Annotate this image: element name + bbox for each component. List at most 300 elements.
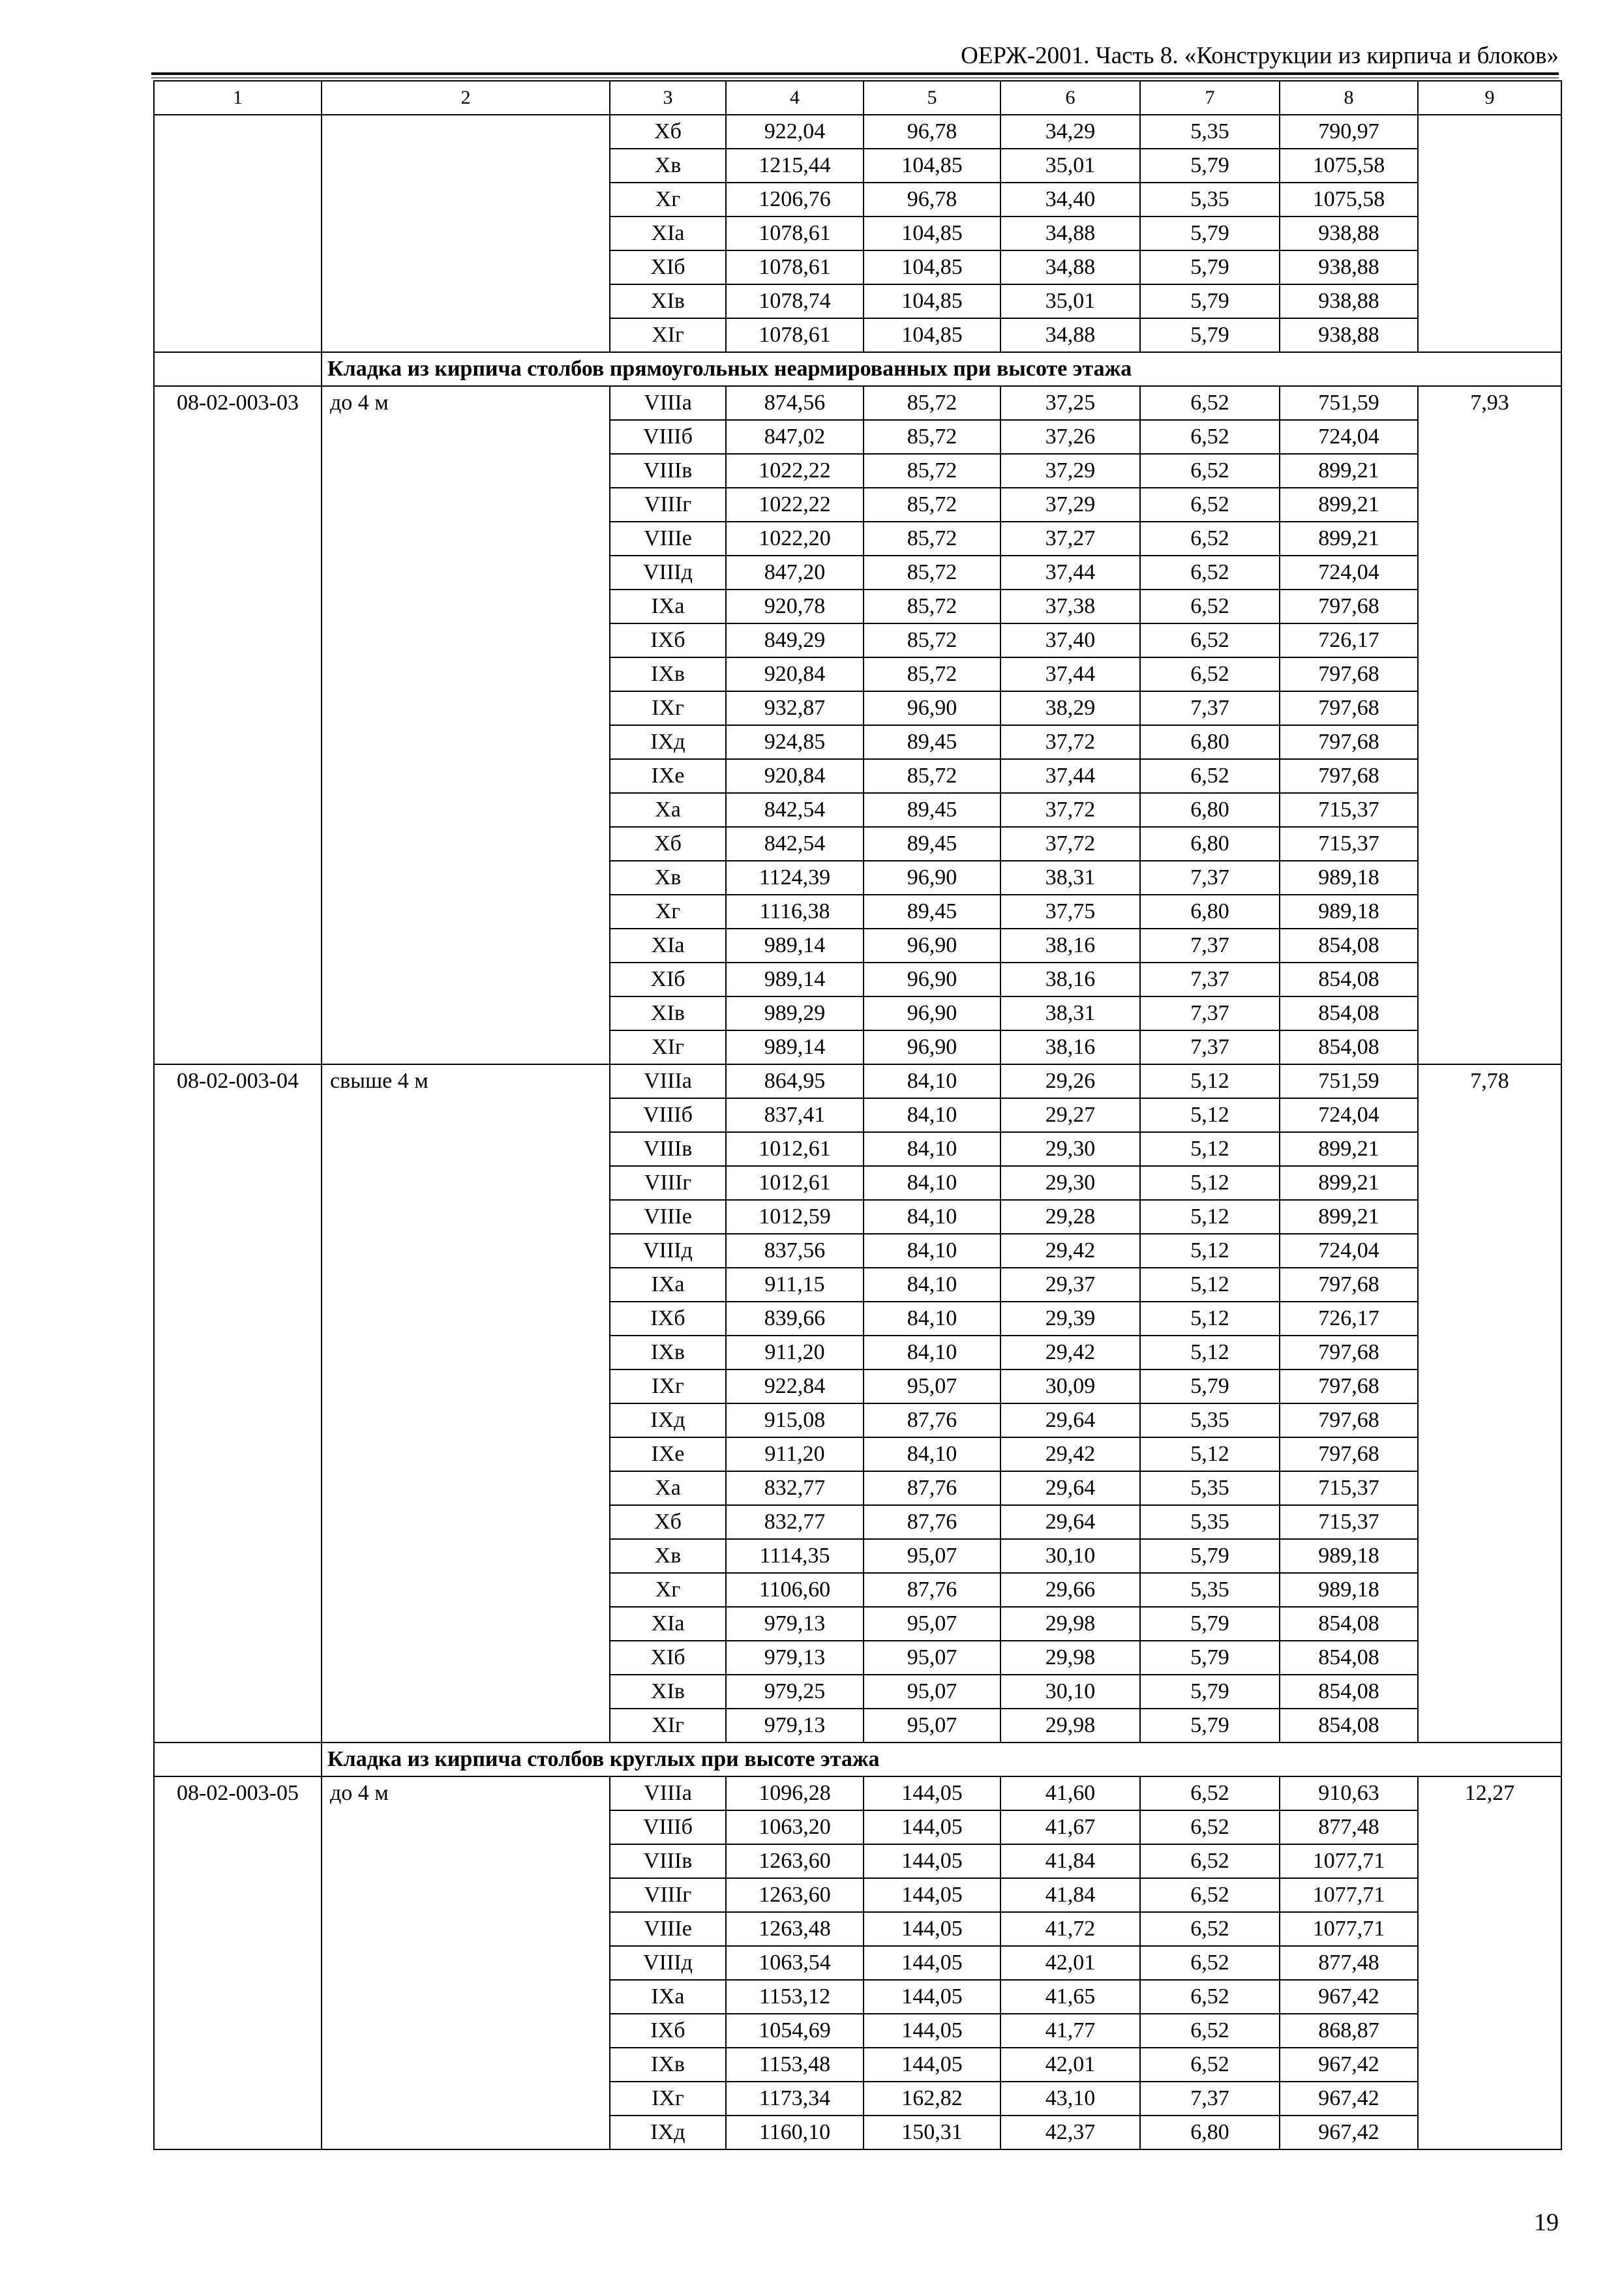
material-cost: 715,37 — [1280, 827, 1418, 861]
zone-class: IXв — [610, 2048, 726, 2082]
column-number: 5 — [864, 81, 1000, 115]
labor-cost: 104,85 — [864, 284, 1000, 318]
total-cost: 1022,20 — [726, 522, 864, 556]
material-cost: 989,18 — [1280, 895, 1418, 929]
labor-cost: 87,76 — [864, 1471, 1000, 1505]
machine-labor-cost: 6,52 — [1140, 657, 1280, 691]
machine-cost: 35,01 — [1000, 284, 1140, 318]
material-cost: 854,08 — [1280, 1030, 1418, 1064]
zone-class: IXб — [610, 2014, 726, 2048]
zone-class: VIIIa — [610, 1064, 726, 1098]
page-number: 19 — [1534, 2209, 1559, 2236]
machine-labor-cost: 5,79 — [1140, 1675, 1280, 1709]
machine-cost: 29,98 — [1000, 1607, 1140, 1641]
machine-labor-cost: 5,12 — [1140, 1166, 1280, 1200]
machine-labor-cost: 6,52 — [1140, 1912, 1280, 1946]
labor-cost: 96,90 — [864, 929, 1000, 963]
machine-cost: 37,72 — [1000, 793, 1140, 827]
material-cost: 854,08 — [1280, 1675, 1418, 1709]
machine-cost: 37,72 — [1000, 725, 1140, 759]
total-cost: 1054,69 — [726, 2014, 864, 2048]
zone-class: VIIIг — [610, 1166, 726, 1200]
material-cost: 854,08 — [1280, 963, 1418, 996]
machine-labor-cost: 6,52 — [1140, 1878, 1280, 1912]
labor-cost: 144,05 — [864, 1912, 1000, 1946]
machine-cost: 38,31 — [1000, 996, 1140, 1030]
machine-labor-cost: 5,79 — [1140, 217, 1280, 250]
zone-class: XIв — [610, 1675, 726, 1709]
machine-labor-cost: 6,52 — [1140, 1980, 1280, 2014]
material-cost: 967,42 — [1280, 1980, 1418, 2014]
zone-class: Xб — [610, 827, 726, 861]
material-cost: 797,68 — [1280, 691, 1418, 725]
machine-cost: 41,84 — [1000, 1844, 1140, 1878]
machine-labor-cost: 6,52 — [1140, 2048, 1280, 2082]
labor-cost: 104,85 — [864, 250, 1000, 284]
total-cost: 1063,20 — [726, 1810, 864, 1844]
total-cost: 979,13 — [726, 1607, 864, 1641]
material-cost: 1077,71 — [1280, 1912, 1418, 1946]
labor-cost: 84,10 — [864, 1200, 1000, 1234]
material-cost: 854,08 — [1280, 1641, 1418, 1675]
total-cost: 864,95 — [726, 1064, 864, 1098]
zone-class: XIб — [610, 963, 726, 996]
machine-cost: 41,67 — [1000, 1810, 1140, 1844]
zone-class: VIIIд — [610, 556, 726, 590]
machine-cost: 41,65 — [1000, 1980, 1140, 2014]
table-row — [154, 386, 1561, 420]
total-cost: 1078,61 — [726, 318, 864, 352]
total-cost: 847,02 — [726, 420, 864, 454]
machine-labor-cost: 6,52 — [1140, 1844, 1280, 1878]
total-cost: 1078,74 — [726, 284, 864, 318]
material-cost: 868,87 — [1280, 2014, 1418, 2048]
column-number: 6 — [1000, 81, 1140, 115]
labor-cost: 89,45 — [864, 895, 1000, 929]
column-number: 4 — [726, 81, 864, 115]
labor-hours: 12,27 — [1418, 1776, 1561, 2149]
labor-cost: 84,10 — [864, 1234, 1000, 1268]
machine-cost: 42,01 — [1000, 1946, 1140, 1980]
section-heading-row — [154, 352, 1561, 386]
machine-cost: 37,44 — [1000, 657, 1140, 691]
zone-class: VIIIa — [610, 1776, 726, 1810]
labor-cost: 150,31 — [864, 2116, 1000, 2149]
machine-labor-cost: 6,52 — [1140, 1776, 1280, 1810]
material-cost: 797,68 — [1280, 1403, 1418, 1437]
zone-class: Xв — [610, 1539, 726, 1573]
labor-cost: 162,82 — [864, 2082, 1000, 2116]
total-cost: 989,14 — [726, 929, 864, 963]
total-cost: 911,15 — [726, 1268, 864, 1302]
machine-labor-cost: 5,35 — [1140, 1471, 1280, 1505]
machine-labor-cost: 5,79 — [1140, 1709, 1280, 1743]
total-cost: 849,29 — [726, 623, 864, 657]
rate-code — [154, 115, 322, 352]
machine-cost: 42,37 — [1000, 2116, 1140, 2149]
machine-labor-cost: 5,35 — [1140, 1573, 1280, 1607]
machine-cost: 29,64 — [1000, 1403, 1140, 1437]
machine-labor-cost: 7,37 — [1140, 996, 1280, 1030]
total-cost: 932,87 — [726, 691, 864, 725]
zone-class: VIIIд — [610, 1946, 726, 1980]
table-row — [154, 1776, 1561, 1810]
zone-class: IXг — [610, 691, 726, 725]
machine-labor-cost: 5,12 — [1140, 1268, 1280, 1302]
column-number: 3 — [610, 81, 726, 115]
zone-class: IXб — [610, 623, 726, 657]
total-cost: 1022,22 — [726, 454, 864, 488]
zone-class: VIIIa — [610, 386, 726, 420]
machine-cost: 37,72 — [1000, 827, 1140, 861]
machine-labor-cost: 5,79 — [1140, 1641, 1280, 1675]
total-cost: 1012,61 — [726, 1132, 864, 1166]
machine-labor-cost: 6,52 — [1140, 623, 1280, 657]
labor-cost: 84,10 — [864, 1098, 1000, 1132]
material-cost: 854,08 — [1280, 1709, 1418, 1743]
total-cost: 989,14 — [726, 1030, 864, 1064]
zone-class: Xв — [610, 149, 726, 183]
machine-labor-cost: 5,12 — [1140, 1437, 1280, 1471]
material-cost: 899,21 — [1280, 1166, 1418, 1200]
section-spacer — [154, 1743, 322, 1776]
zone-class: IXa — [610, 1980, 726, 2014]
material-cost: 751,59 — [1280, 1064, 1418, 1098]
machine-labor-cost: 5,12 — [1140, 1098, 1280, 1132]
machine-labor-cost: 7,37 — [1140, 691, 1280, 725]
zone-class: VIIIe — [610, 1912, 726, 1946]
material-cost: 1077,71 — [1280, 1878, 1418, 1912]
section-title: Кладка из кирпича столбов прямоугольных неармированных при высоте этажа — [322, 352, 1561, 386]
table-row — [154, 1064, 1561, 1098]
material-cost: 899,21 — [1280, 1200, 1418, 1234]
labor-cost: 85,72 — [864, 522, 1000, 556]
machine-cost: 29,37 — [1000, 1268, 1140, 1302]
machine-cost: 34,88 — [1000, 217, 1140, 250]
material-cost: 724,04 — [1280, 420, 1418, 454]
labor-cost: 144,05 — [864, 1878, 1000, 1912]
labor-cost: 96,90 — [864, 996, 1000, 1030]
labor-cost: 89,45 — [864, 827, 1000, 861]
total-cost: 874,56 — [726, 386, 864, 420]
machine-labor-cost: 6,80 — [1140, 793, 1280, 827]
labor-cost: 104,85 — [864, 217, 1000, 250]
material-cost: 989,18 — [1280, 1539, 1418, 1573]
total-cost: 1173,34 — [726, 2082, 864, 2116]
labor-cost: 96,90 — [864, 963, 1000, 996]
zone-class: IXe — [610, 1437, 726, 1471]
zone-class: XIв — [610, 284, 726, 318]
material-cost: 989,18 — [1280, 1573, 1418, 1607]
machine-cost: 42,01 — [1000, 2048, 1140, 2082]
labor-cost: 85,72 — [864, 454, 1000, 488]
labor-cost: 85,72 — [864, 420, 1000, 454]
labor-cost: 85,72 — [864, 556, 1000, 590]
machine-labor-cost: 5,79 — [1140, 1539, 1280, 1573]
labor-cost: 144,05 — [864, 1844, 1000, 1878]
machine-cost: 29,64 — [1000, 1471, 1140, 1505]
labor-cost: 96,90 — [864, 861, 1000, 895]
zone-class: Xб — [610, 115, 726, 149]
labor-cost: 89,45 — [864, 793, 1000, 827]
total-cost: 922,84 — [726, 1369, 864, 1403]
total-cost: 837,56 — [726, 1234, 864, 1268]
total-cost: 911,20 — [726, 1336, 864, 1369]
labor-cost: 96,90 — [864, 1030, 1000, 1064]
machine-cost: 41,84 — [1000, 1878, 1140, 1912]
material-cost: 1075,58 — [1280, 149, 1418, 183]
labor-cost: 84,10 — [864, 1302, 1000, 1336]
zone-class: IXг — [610, 1369, 726, 1403]
machine-labor-cost: 5,35 — [1140, 115, 1280, 149]
total-cost: 1153,12 — [726, 1980, 864, 2014]
labor-cost: 87,76 — [864, 1573, 1000, 1607]
total-cost: 1012,61 — [726, 1166, 864, 1200]
machine-labor-cost: 5,79 — [1140, 1369, 1280, 1403]
total-cost: 1263,60 — [726, 1844, 864, 1878]
zone-class: VIIIв — [610, 454, 726, 488]
machine-labor-cost: 5,79 — [1140, 284, 1280, 318]
machine-cost: 29,27 — [1000, 1098, 1140, 1132]
column-number-row — [154, 81, 1561, 115]
machine-cost: 29,30 — [1000, 1132, 1140, 1166]
total-cost: 1078,61 — [726, 250, 864, 284]
zone-class: XIa — [610, 1607, 726, 1641]
labor-cost: 95,07 — [864, 1709, 1000, 1743]
labor-cost: 84,10 — [864, 1268, 1000, 1302]
zone-class: XIг — [610, 1030, 726, 1064]
total-cost: 1096,28 — [726, 1776, 864, 1810]
machine-labor-cost: 7,37 — [1140, 1030, 1280, 1064]
machine-cost: 29,30 — [1000, 1166, 1140, 1200]
machine-labor-cost: 5,12 — [1140, 1234, 1280, 1268]
total-cost: 1160,10 — [726, 2116, 864, 2149]
zone-class: Xг — [610, 1573, 726, 1607]
labor-hours: 7,93 — [1418, 386, 1561, 1064]
zone-class: XIa — [610, 929, 726, 963]
labor-cost: 144,05 — [864, 2048, 1000, 2082]
material-cost: 899,21 — [1280, 522, 1418, 556]
section-spacer — [154, 352, 322, 386]
machine-cost: 29,26 — [1000, 1064, 1140, 1098]
machine-cost: 37,75 — [1000, 895, 1140, 929]
labor-cost: 144,05 — [864, 1980, 1000, 2014]
machine-cost: 35,01 — [1000, 149, 1140, 183]
machine-labor-cost: 5,79 — [1140, 1607, 1280, 1641]
machine-cost: 41,77 — [1000, 2014, 1140, 2048]
zone-class: IXв — [610, 1336, 726, 1369]
machine-cost: 38,16 — [1000, 1030, 1140, 1064]
material-cost: 967,42 — [1280, 2082, 1418, 2116]
labor-hours: 7,78 — [1418, 1064, 1561, 1743]
labor-cost: 144,05 — [864, 2014, 1000, 2048]
labor-cost: 84,10 — [864, 1437, 1000, 1471]
labor-hours — [1418, 115, 1561, 352]
zone-class: IXд — [610, 1403, 726, 1437]
machine-labor-cost: 6,52 — [1140, 522, 1280, 556]
table-body — [154, 81, 1561, 2149]
material-cost: 790,97 — [1280, 115, 1418, 149]
material-cost: 967,42 — [1280, 2116, 1418, 2149]
labor-cost: 104,85 — [864, 149, 1000, 183]
labor-cost: 85,72 — [864, 657, 1000, 691]
material-cost: 797,68 — [1280, 759, 1418, 793]
material-cost: 726,17 — [1280, 1302, 1418, 1336]
material-cost: 715,37 — [1280, 1471, 1418, 1505]
zone-class: Xв — [610, 861, 726, 895]
zone-class: VIIIб — [610, 1098, 726, 1132]
machine-cost: 37,44 — [1000, 556, 1140, 590]
machine-labor-cost: 5,79 — [1140, 149, 1280, 183]
machine-cost: 30,09 — [1000, 1369, 1140, 1403]
machine-cost: 37,25 — [1000, 386, 1140, 420]
labor-cost: 144,05 — [864, 1810, 1000, 1844]
total-cost: 1012,59 — [726, 1200, 864, 1234]
zone-class: IXб — [610, 1302, 726, 1336]
labor-cost: 85,72 — [864, 488, 1000, 522]
machine-labor-cost: 6,80 — [1140, 895, 1280, 929]
zone-class: IXa — [610, 1268, 726, 1302]
machine-cost: 37,26 — [1000, 420, 1140, 454]
table-row — [154, 115, 1561, 149]
floor-height — [322, 115, 610, 352]
zone-class: IXг — [610, 2082, 726, 2116]
material-cost: 797,68 — [1280, 1268, 1418, 1302]
total-cost: 924,85 — [726, 725, 864, 759]
material-cost: 877,48 — [1280, 1810, 1418, 1844]
machine-cost: 34,40 — [1000, 183, 1140, 217]
column-number: 7 — [1140, 81, 1280, 115]
machine-cost: 29,42 — [1000, 1437, 1140, 1471]
machine-labor-cost: 6,52 — [1140, 759, 1280, 793]
material-cost: 724,04 — [1280, 556, 1418, 590]
labor-cost: 85,72 — [864, 623, 1000, 657]
zone-class: VIIIe — [610, 522, 726, 556]
zone-class: IXд — [610, 2116, 726, 2149]
material-cost: 1075,58 — [1280, 183, 1418, 217]
machine-labor-cost: 7,37 — [1140, 2082, 1280, 2116]
labor-cost: 85,72 — [864, 590, 1000, 623]
machine-cost: 29,98 — [1000, 1709, 1140, 1743]
total-cost: 989,14 — [726, 963, 864, 996]
machine-cost: 34,88 — [1000, 250, 1140, 284]
machine-labor-cost: 6,52 — [1140, 488, 1280, 522]
zone-class: XIб — [610, 1641, 726, 1675]
material-cost: 910,63 — [1280, 1776, 1418, 1810]
total-cost: 1263,60 — [726, 1878, 864, 1912]
machine-labor-cost: 6,52 — [1140, 1946, 1280, 1980]
total-cost: 911,20 — [726, 1437, 864, 1471]
total-cost: 839,66 — [726, 1302, 864, 1336]
total-cost: 837,41 — [726, 1098, 864, 1132]
labor-cost: 95,07 — [864, 1675, 1000, 1709]
total-cost: 842,54 — [726, 793, 864, 827]
labor-cost: 96,78 — [864, 115, 1000, 149]
machine-cost: 29,39 — [1000, 1302, 1140, 1336]
total-cost: 920,84 — [726, 759, 864, 793]
total-cost: 920,78 — [726, 590, 864, 623]
zone-class: IXa — [610, 590, 726, 623]
material-cost: 938,88 — [1280, 217, 1418, 250]
machine-labor-cost: 6,80 — [1140, 827, 1280, 861]
rates-table — [153, 80, 1562, 2150]
total-cost: 1215,44 — [726, 149, 864, 183]
machine-labor-cost: 5,35 — [1140, 183, 1280, 217]
rate-code: 08-02-003-05 — [154, 1776, 322, 2149]
machine-cost: 41,60 — [1000, 1776, 1140, 1810]
material-cost: 797,68 — [1280, 1336, 1418, 1369]
labor-cost: 84,10 — [864, 1166, 1000, 1200]
machine-labor-cost: 5,12 — [1140, 1200, 1280, 1234]
total-cost: 1022,22 — [726, 488, 864, 522]
total-cost: 832,77 — [726, 1505, 864, 1539]
header-rule — [151, 72, 1559, 75]
material-cost: 877,48 — [1280, 1946, 1418, 1980]
material-cost: 989,18 — [1280, 861, 1418, 895]
total-cost: 1206,76 — [726, 183, 864, 217]
labor-cost: 95,07 — [864, 1641, 1000, 1675]
zone-class: VIIIг — [610, 1878, 726, 1912]
labor-cost: 84,10 — [864, 1336, 1000, 1369]
machine-labor-cost: 5,35 — [1140, 1505, 1280, 1539]
labor-cost: 85,72 — [864, 759, 1000, 793]
zone-class: XIв — [610, 996, 726, 1030]
section-title: Кладка из кирпича столбов круглых при высоте этажа — [322, 1743, 1561, 1776]
zone-class: XIг — [610, 1709, 726, 1743]
machine-cost: 37,44 — [1000, 759, 1140, 793]
zone-class: XIa — [610, 217, 726, 250]
floor-height: свыше 4 м — [322, 1064, 610, 1743]
rate-code: 08-02-003-04 — [154, 1064, 322, 1743]
column-number: 1 — [154, 81, 322, 115]
column-number: 9 — [1418, 81, 1561, 115]
labor-cost: 95,07 — [864, 1369, 1000, 1403]
running-header — [151, 40, 1559, 72]
zone-class: VIIIг — [610, 488, 726, 522]
machine-labor-cost: 6,80 — [1140, 725, 1280, 759]
machine-cost: 29,64 — [1000, 1505, 1140, 1539]
machine-labor-cost: 5,12 — [1140, 1132, 1280, 1166]
machine-labor-cost: 6,52 — [1140, 386, 1280, 420]
total-cost: 847,20 — [726, 556, 864, 590]
total-cost: 979,13 — [726, 1641, 864, 1675]
machine-cost: 29,98 — [1000, 1641, 1140, 1675]
machine-labor-cost: 5,12 — [1140, 1064, 1280, 1098]
machine-labor-cost: 6,52 — [1140, 1810, 1280, 1844]
machine-labor-cost: 7,37 — [1140, 861, 1280, 895]
machine-cost: 37,29 — [1000, 488, 1140, 522]
machine-labor-cost: 6,52 — [1140, 420, 1280, 454]
zone-class: IXв — [610, 657, 726, 691]
labor-cost: 84,10 — [864, 1064, 1000, 1098]
machine-cost: 29,42 — [1000, 1234, 1140, 1268]
labor-cost: 95,07 — [864, 1539, 1000, 1573]
material-cost: 854,08 — [1280, 996, 1418, 1030]
material-cost: 854,08 — [1280, 929, 1418, 963]
machine-cost: 38,29 — [1000, 691, 1140, 725]
machine-cost: 38,16 — [1000, 929, 1140, 963]
machine-labor-cost: 6,80 — [1140, 2116, 1280, 2149]
rate-code: 08-02-003-03 — [154, 386, 322, 1064]
column-number: 2 — [322, 81, 610, 115]
total-cost: 1078,61 — [726, 217, 864, 250]
material-cost: 899,21 — [1280, 454, 1418, 488]
machine-cost: 37,27 — [1000, 522, 1140, 556]
machine-cost: 37,29 — [1000, 454, 1140, 488]
machine-labor-cost: 6,52 — [1140, 556, 1280, 590]
total-cost: 989,29 — [726, 996, 864, 1030]
machine-cost: 38,31 — [1000, 861, 1140, 895]
